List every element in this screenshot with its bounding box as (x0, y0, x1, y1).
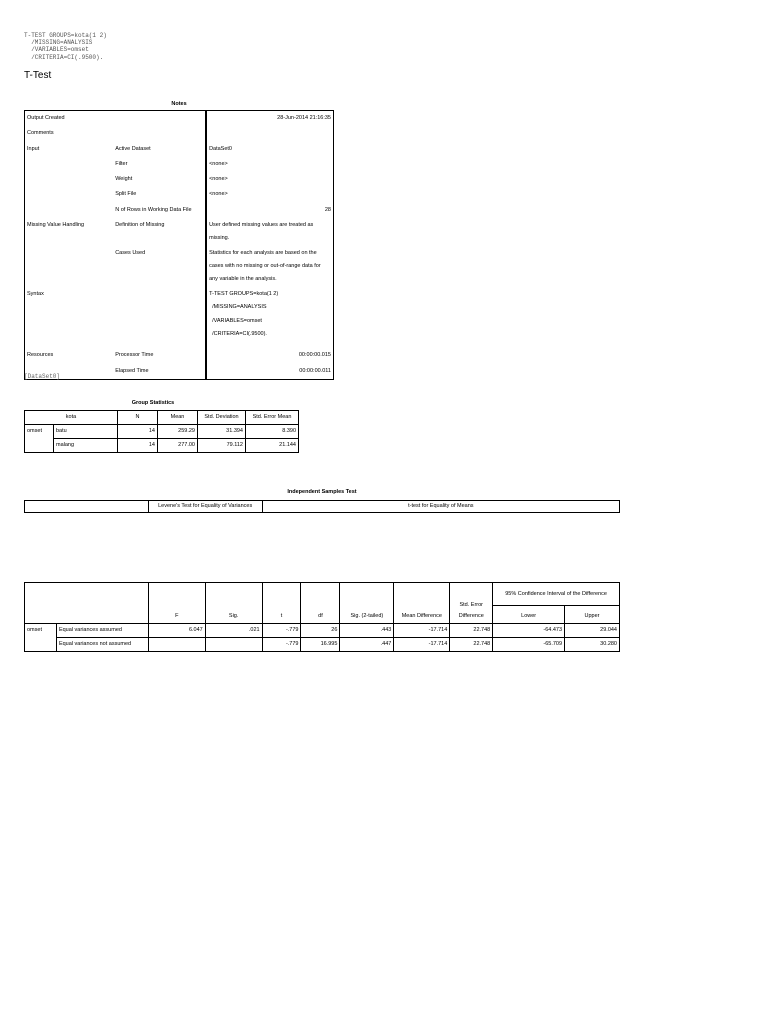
table-row (25, 364, 334, 380)
cell: N of Rows in Working Data File (115, 206, 192, 213)
cell (205, 638, 262, 652)
header-cell: F (148, 583, 205, 624)
header-cell: kota (25, 411, 118, 425)
table-row (25, 157, 334, 172)
cell: Resources (27, 352, 54, 359)
ind-test-table (24, 582, 620, 652)
table-row (25, 583, 620, 606)
cell: 6.047 (148, 624, 205, 638)
cell (25, 157, 114, 172)
syntax-line: /CRITERIA=CI(.9500). (212, 330, 267, 337)
cell: User defined missing values are treated as missing. (206, 218, 333, 246)
header-cell: t-test for Equality of Means (262, 501, 619, 513)
header-cell: Std. Deviation (198, 411, 246, 425)
cell: Equal variances assumed (56, 624, 148, 638)
notes-title: Notes (171, 101, 187, 107)
cell: .443 (340, 624, 394, 638)
group-stats-table (24, 410, 299, 453)
dataset-tag: [DataSet0] (24, 373, 61, 380)
table-row (25, 425, 299, 439)
cell: <none> (206, 172, 333, 187)
cell: 29.044 (565, 624, 620, 638)
cell: Syntax (27, 291, 44, 298)
syntax-block (24, 32, 107, 61)
cell (148, 638, 205, 652)
table-row (25, 218, 334, 246)
cell (25, 203, 114, 218)
table-row (25, 501, 620, 513)
syntax-line: T-TEST GROUPS=kota(1 2) (209, 291, 279, 298)
header-cell: Upper (565, 606, 620, 624)
syntax-line: /CRITERIA=CI(.9500). (24, 53, 104, 61)
cell: 28-Jun-2014 21:16:35 (206, 111, 333, 127)
cell: 79.112 (198, 439, 246, 453)
table-row (25, 203, 334, 218)
cell: Weight (115, 176, 133, 183)
header-cell: t (262, 583, 301, 624)
cell: .447 (340, 638, 394, 652)
table-row (25, 638, 620, 652)
cell: -17.714 (394, 638, 450, 652)
cell: Filter (115, 160, 128, 167)
cell: 00:00:00.015 (206, 348, 333, 363)
header-line: Difference (458, 613, 484, 619)
cell: 30.280 (565, 638, 620, 652)
cell: 28 (206, 203, 333, 218)
cell: Definition of Missing (115, 222, 165, 229)
table-row (25, 111, 334, 127)
cell: Processor Time (115, 352, 154, 359)
cell: Cases Used (115, 250, 146, 257)
cell: Elapsed Time (115, 367, 149, 374)
cell (25, 187, 114, 202)
cell: Active Dataset (115, 145, 151, 152)
header-cell: Sig. (205, 583, 262, 624)
syntax-line: /VARIABLES=omset (212, 317, 262, 324)
table-row (25, 172, 334, 187)
table-row (25, 624, 620, 638)
syntax-line: /MISSING=ANALYSIS (212, 304, 267, 311)
ind-test-header-table (24, 500, 620, 513)
page-title: T-Test (24, 70, 52, 81)
cell (25, 246, 114, 287)
header-cell: Std. Error Mean (246, 411, 299, 425)
header-cell: Mean Difference (394, 583, 450, 624)
cell: 00:00:00.011 (206, 364, 333, 380)
cell: 31.394 (198, 425, 246, 439)
header-cell: N (118, 411, 158, 425)
table-row (25, 126, 334, 141)
cell: 277.00 (158, 439, 198, 453)
cell: 16.995 (301, 638, 340, 652)
cell: DataSet0 (206, 142, 333, 157)
group-stats-title: Group Statistics (131, 400, 175, 406)
header-cell (450, 583, 493, 624)
table-row (25, 287, 334, 348)
cell: <none> (206, 187, 333, 202)
cell: Statistics for each analysis are based on the cases with no missing or out-of-range data for any variable in the analysis. (206, 246, 333, 287)
table-row (25, 246, 334, 287)
cell: -65.709 (493, 638, 565, 652)
table-row (25, 187, 334, 202)
ind-test-title: Independent Samples Test (287, 489, 357, 495)
cell: -.779 (262, 638, 301, 652)
cell: 21.144 (246, 439, 299, 453)
header-cell: Mean (158, 411, 198, 425)
table-row (25, 411, 299, 425)
cell (206, 126, 333, 141)
cell: 259.29 (158, 425, 198, 439)
cell: Split File (115, 191, 137, 198)
table-row (25, 142, 334, 157)
cell: 26 (301, 624, 340, 638)
cell (25, 638, 57, 652)
header-line: Std. Error (459, 602, 484, 608)
cell: -64.473 (493, 624, 565, 638)
cell: -17.714 (394, 624, 450, 638)
cell (25, 439, 54, 453)
cell: 14 (118, 439, 158, 453)
cell (206, 287, 333, 348)
cell: Comments (27, 130, 54, 137)
cell: 22.748 (450, 624, 493, 638)
cell: <none> (206, 157, 333, 172)
header-cell: Lower (493, 606, 565, 624)
cell: Input (27, 145, 40, 152)
header-cell: Levene's Test for Equality of Variances (148, 501, 262, 513)
header-cell: 95% Confidence Interval of the Difference (493, 583, 620, 606)
cell: malang (54, 439, 118, 453)
cell: .021 (205, 624, 262, 638)
table-row (25, 439, 299, 453)
cell: 14 (118, 425, 158, 439)
cell: omset (25, 425, 54, 439)
cell: Equal variances not assumed (56, 638, 148, 652)
cell (25, 583, 149, 624)
cell: Missing Value Handling (27, 222, 85, 229)
cell (25, 172, 114, 187)
cell: 8.390 (246, 425, 299, 439)
notes-table (24, 110, 334, 380)
cell: 22.748 (450, 638, 493, 652)
cell (25, 501, 149, 513)
header-cell: df (301, 583, 340, 624)
table-row (25, 348, 334, 363)
syntax-line: /MISSING=ANALYSIS (24, 39, 93, 47)
cell: -.779 (262, 624, 301, 638)
cell: omset (25, 624, 57, 638)
syntax-line: T-TEST GROUPS=kota(1 2) (24, 32, 107, 39)
header-cell: Sig. (2-tailed) (340, 583, 394, 624)
cell: Output Created (27, 115, 65, 121)
syntax-line: /VARIABLES=omset (24, 46, 89, 54)
cell: batu (54, 425, 118, 439)
